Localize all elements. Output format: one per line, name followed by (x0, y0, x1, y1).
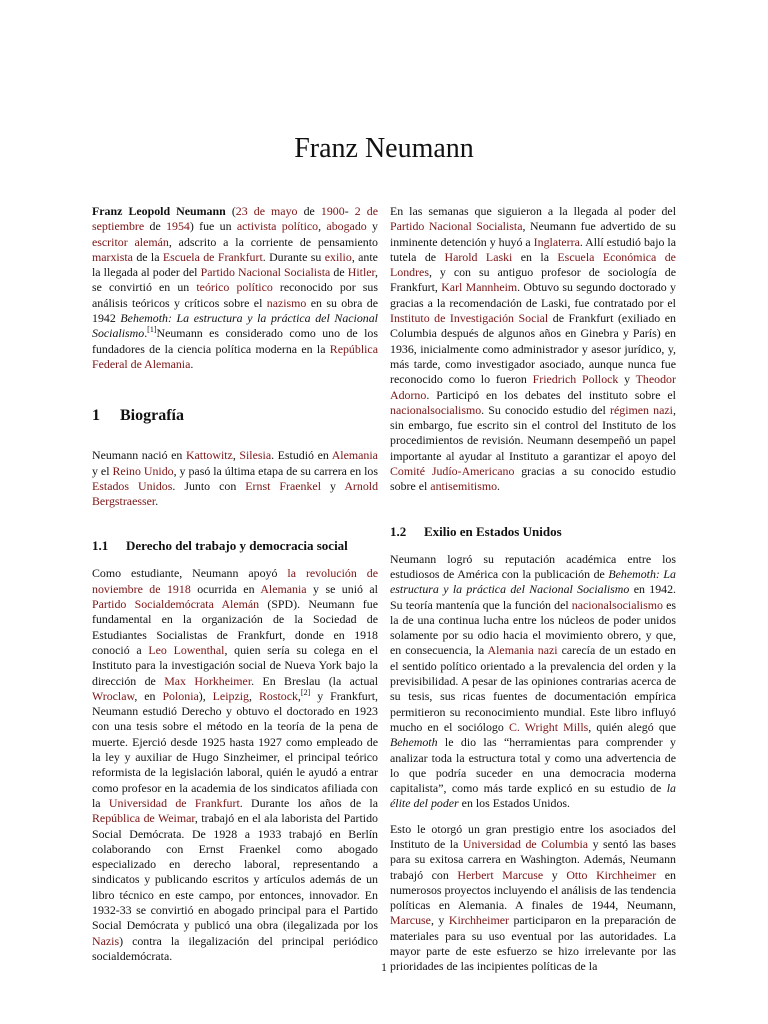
link-leipzig[interactable]: Leipzig (212, 688, 249, 703)
link-instituto-investigacion[interactable]: Instituto de Investigación Social (390, 311, 549, 326)
exile-paragraph: En las semanas que siguieron a la llegada al poder del Partido Nacional Socialista, Neumann fue advertido de su inminente detención y huyó a Inglaterra. Allí estudió bajo la tutela de Harold Laski en la Escuela Económica de Londres, y con su antiguo profesor de sociología de Frankfurt, Karl Mannheim. Obtuvo su segundo doctorado y gracias a la recomendación de Laski, fue contratado por el Instituto de Investigación Social de Frankfurt (exiliado en Columbia después de algunos años en Ginebra y París) en 1936, inicialmente como administrador y asesor jurídico, y, más tarde, como investigador asociado, aunque nunca fue reconocido como lo fueron Friedrich Pollock y Theodor Adorno. Participó en los debates del instituto sobre el nacionalsocialismo. Su conocido estudio del régimen nazi, sin embargo, fue escrito sin el control del Instituto de los procedimientos de revisión. Neumann desempeñó un papel importante al ayudar al Instituto a garantizar el apoyo del Comité Judío-Americano gracias a su conocido estudio sobre el antisemitismo. (390, 204, 677, 494)
subsection-title: Exilio en Estados Unidos (424, 523, 562, 539)
derecho-paragraph: Como estudiante, Neumann apoyó la revolución de noviembre de 1918 ocurrida en Alemania y se unió al Partido Socialdemócrata Alemán (SPD). Neumann fue fundamental en la organización de la Sociedad de Estudiantes Socialistas de Frankfurt, donde en 1918 conoció a Leo Lowenthal, quien sería su colega en el Instituto para la investigación social de Nueva York bajo la dirección de Max Horkheimer. En Breslau (la actual Wroclaw, en Polonia), Leipzig, Rostock,[2] y Frankfurt, Neumann estudió Derecho y obtuvo el doctorado en 1923 con una tesis sobre el método en la teoría de la pena de muerte. Ejerció desde 1925 hasta 1927 como empleado de la ley y auxiliar de Hugo Sinzheimer, el principal teórico reformista de la legislación laboral, quién le ayudó a entrar como profesor en la academia de los sindicatos afiliada con la Universidad de Frankfurt. Durante los años de la República de Weimar, trabajó en el ala laborista del Partido Social Demócrata. De 1928 a 1933 trabajó en Berlín colaborando con Ernst Fraenkel como abogado especializado en derecho laboral, representando a sindicatos y publicando escritos y artículos además de un libro técnico en este campo, por entonces, innovador. En 1932-33 se convirtió en abogado principal para el Partido Social Demócrata y publicó una obra (ilegalizada por los Nazis) contra la ilegalización del principal periódico socialdemócrata. (92, 566, 379, 963)
link-estados-unidos[interactable]: Estados Unidos (92, 478, 173, 493)
link-birth-year[interactable]: 1900 (320, 204, 345, 218)
link-marxista[interactable]: marxista (92, 249, 133, 264)
behemoth-short-title: Behemoth (390, 735, 438, 750)
link-birth-day[interactable]: 23 de mayo (235, 204, 298, 218)
link-marcuse[interactable]: Marcuse (390, 913, 431, 928)
reference-1[interactable]: [1] (147, 325, 157, 335)
link-kattowitz[interactable]: Kattowitz (185, 448, 233, 463)
elite-title: la élite del poder (390, 781, 676, 811)
link-c-wright-mills[interactable]: C. Wright Mills (508, 719, 589, 734)
page-title: Franz Neumann (294, 132, 474, 164)
right-column (390, 204, 676, 985)
link-ernst-fraenkel[interactable]: Ernst Fraenkel (245, 478, 321, 493)
subsection-title: Derecho del trabajo y democracia social (126, 538, 348, 554)
link-inglaterra[interactable]: Inglaterra (533, 234, 580, 249)
link-arnold-bergstraesser[interactable]: Arnold Bergstraesser (92, 478, 379, 509)
link-universidad-columbia[interactable]: Universidad de Columbia (462, 836, 589, 851)
link-herbert-marcuse[interactable]: Herbert Marcuse (457, 867, 544, 882)
link-nazismo[interactable]: nazismo (266, 295, 307, 310)
link-lse[interactable]: Escuela Económica de Londres (390, 249, 676, 280)
link-alemania[interactable]: Alemania (331, 448, 378, 463)
intro-paragraph: Franz Leopold Neumann (23 de mayo de 1900- 2 de septiembre de 1954) fue un activista político, abogado y escritor alemán, adscrito a la corriente de pensamiento marxista de la Escuela de Frankfurt. Durante su exilio, ante la llegada al poder del Partido Nacional Socialista de Hitler, se convirtió en un teórico político reconocido por sus análisis teóricos y críticos sobre el nazismo en su obra de 1942 Behemoth: La estructura y la práctica del Nacional Socialismo.[1]Neumann es considerado como uno de los fundadores de la ciencia política moderna en la República Federal de Alemania. (92, 204, 378, 371)
behemoth-title: Behemoth: La estructura y la práctica del Nacional Socialismo (390, 566, 676, 597)
page-number: 1 (381, 960, 387, 974)
link-max-horkheimer[interactable]: Max Horkheimer (164, 673, 252, 688)
subsection-number: 1.1 (92, 538, 109, 554)
section-number: 1 (92, 407, 100, 425)
link-leo-lowenthal[interactable]: Leo Lowenthal (148, 642, 225, 657)
link-alemania[interactable]: Alemania (260, 581, 307, 596)
link-activista[interactable]: activista político (236, 219, 319, 234)
link-harold-laski[interactable]: Harold Laski (444, 249, 513, 264)
behemoth-title: Behemoth: La estructura y la práctica del Nacional Socialismo (92, 311, 378, 341)
subsection-heading-derecho (92, 537, 378, 554)
link-republica-weimar[interactable]: República de Weimar (92, 811, 195, 826)
link-regimen-nazi[interactable]: régimen nazi (610, 402, 673, 417)
link-revolucion-noviembre[interactable]: la revolución de noviembre de 1918 (92, 566, 378, 596)
exilio-paragraph-1: Neumann logró su reputación académica entre los estudiosos de América con la publicación de Behemoth: La estructura y la práctica del Nacional Socialismo en 1942. Su teoría mantenía que la función del nacionalsocialismo es la de una continua lucha entre los núcleos de poder unidos solamente por su odio hacia el movimiento obrero, y que, en consecuencia, la Alemania nazi carecía de un estado en el sentido político orientado a la prevalencia del orden y la previsibilidad. A pesar de las opiniones contrarias acerca de su tesis, sus ricas fuentes de documentación empírica permitieron su reconocimiento mundial. Este libro influyó mucho en el sociólogo C. Wright Mills, quién alegó que Behemoth le dio las “herramientas para comprender y analizar toda la estructura total y como una advertencia de lo que podría suceder en una democracia moderna capitalista”, como más tarde explicó en su estudio de la élite del poder en los Estados Unidos. (390, 551, 676, 811)
subsection-number: 1.2 (390, 523, 407, 539)
link-wroclaw[interactable]: Wroclaw (92, 688, 135, 703)
link-comite-judio-americano[interactable]: Comité Judío-Americano (390, 464, 515, 479)
link-teorico-politico[interactable]: teórico político (196, 280, 273, 295)
link-spd[interactable]: Partido Socialdemócrata Alemán (92, 597, 260, 612)
link-aleman[interactable]: alemán (134, 234, 169, 249)
link-abogado[interactable]: abogado (326, 219, 367, 234)
link-hitler[interactable]: Hitler (347, 265, 376, 280)
link-nacionalsocialismo[interactable]: nacionalsocialismo (571, 597, 663, 612)
section-title: Biografía (120, 407, 184, 425)
link-escritor[interactable]: escritor (92, 234, 128, 249)
link-theodor-adorno[interactable]: Theodor Adorno (390, 372, 676, 402)
link-karl-mannheim[interactable]: Karl Mannheim (441, 280, 518, 295)
link-silesia[interactable]: Silesia (239, 448, 272, 463)
link-kirchheimer[interactable]: Kirchheimer (448, 913, 509, 928)
subsection-heading-exilio (390, 523, 676, 540)
link-exilio[interactable]: exilio (324, 249, 352, 264)
link-alemania-nazi[interactable]: Alemania nazi (487, 643, 558, 658)
link-partido-nacional-socialista[interactable]: Partido Nacional Socialista (390, 219, 523, 234)
biografia-paragraph: Neumann nació en Kattowitz, Silesia. Estudió en Alemania y el Reino Unido, y pasó la última etapa de su carrera en los Estados Unidos. Junto con Ernst Fraenkel y Arnold Bergstraesser. (92, 448, 379, 509)
link-otto-kirchheimer[interactable]: Otto Kirchheimer (566, 867, 657, 882)
link-death-year[interactable]: 1954 (166, 219, 190, 234)
link-rostock[interactable]: Rostock (258, 688, 298, 703)
left-column (92, 204, 378, 974)
link-polonia[interactable]: Polonia (162, 688, 199, 703)
link-universidad-frankfurt[interactable]: Universidad de Frankfurt (108, 795, 240, 810)
reference-2[interactable]: [2] (300, 687, 311, 697)
subject-name: Franz Leopold Neumann (92, 204, 226, 218)
link-nacionalsocialismo[interactable]: nacionalsocialismo (390, 402, 482, 417)
link-reino-unido[interactable]: Reino Unido (112, 463, 174, 478)
link-partido-nacional-socialista[interactable]: Partido Nacional Socialista (200, 265, 331, 280)
link-rfa[interactable]: República Federal de Alemania (92, 341, 378, 371)
exilio-paragraph-2: Esto le otorgó un gran prestigio entre los asociados del Instituto de la Universidad de Columbia y sentó las bases para su exitosa carrera en Washington. Además, Neumann trabajó con Herbert Marcuse y Otto Kirchheimer en numerosos proyectos incluyendo el análisis de las tendencia políticas en Alemania. A finales de 1944, Neumann, Marcuse, y Kirchheimer participaron en la preparación de materiales para su uso eventual por las autoridades. La mayor parte de este esfuerzo se hizo irrelevante por las prioridades de las incipientes políticas de la (390, 821, 676, 974)
link-death-day[interactable]: 2 de septiembre (92, 204, 378, 234)
link-antisemitismo[interactable]: antisemitismo (430, 479, 498, 494)
link-nazis[interactable]: Nazis (92, 933, 120, 948)
link-friedrich-pollock[interactable]: Friedrich Pollock (532, 372, 619, 387)
link-escuela-frankfurt[interactable]: Escuela de Frankfurt (162, 249, 263, 264)
section-heading-biografia (92, 406, 378, 426)
